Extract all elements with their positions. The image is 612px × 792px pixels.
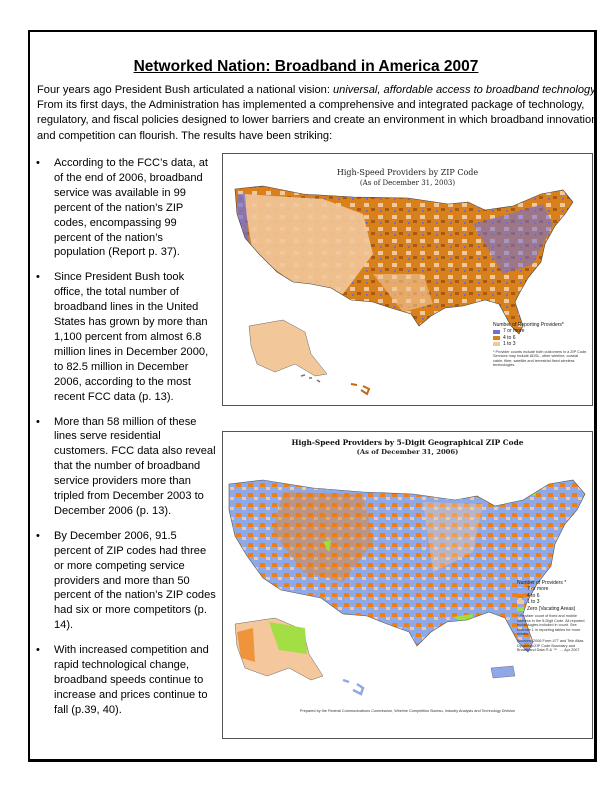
map2-legend-title: Number of Providers * — [517, 580, 567, 586]
map1-legend-label: 1 to 3 — [503, 341, 516, 348]
map2-legend-label: 1 to 3 — [527, 599, 540, 606]
map1-legend — [493, 322, 589, 368]
bullet-item: • More than 58 million of these lines serve residential customers. FCC data also reveal that the number of broadband service providers more than tripled from December 2003 to December 2006 (p. 13). — [36, 415, 216, 519]
page-title: Networked Nation: Broadband in America 2007 — [133, 58, 479, 75]
bullet-item: • With increased competition and rapid technological change, broadband speeds continue to increase and prices continue to fall (p.39, 40). — [36, 643, 216, 718]
legend-swatch — [493, 342, 500, 346]
legend-swatch — [517, 600, 524, 604]
map2-footnote: * Provider count of fixed and mobile wireless in the 5-Digit Code. All reported technologies included in count. See footnote 1 in reporting tables for more details. — [517, 614, 585, 637]
map2-subtitle: (As of December 31, 2006) — [356, 448, 459, 456]
map2-legend-label: 4 to 6 — [527, 592, 540, 599]
map1-legend-label: 4 to 6 — [503, 334, 516, 341]
map1-legend-label: 7 or more — [503, 328, 525, 335]
map2-title: High-Speed Providers by 5-Digit Geographical ZIP Code — [291, 438, 524, 447]
map2-legend-row — [517, 606, 589, 612]
map2-credit: Prepared by the Federal Communications Commission, Wireline Competition Bureau, Industry Analysis and Technology Division — [299, 709, 516, 713]
map1-legend-row — [493, 341, 589, 347]
map1-subtitle: (As of December 31, 2003) — [359, 179, 456, 187]
legend-swatch — [517, 588, 524, 592]
bullet-item: • By December 2006, 91.5 percent of ZIP codes had three or more competing service providers and more than 50 percent of the nation’s ZIP codes had six or more competitors (p. 14). — [36, 529, 216, 633]
legend-swatch — [493, 330, 500, 334]
map2-legend-label: Zero (Vacating Areas) — [527, 605, 576, 612]
legend-swatch — [517, 594, 524, 598]
map1-footnote: * Provider counts include both customers in a ZIP Code. Services may include ADSL, other wireline, coaxial cable, fiber, satellite and terrestrial fixed wireless technologies. — [493, 349, 588, 368]
map2-legend-label: 7 or more — [527, 586, 549, 593]
map2-legend — [517, 580, 589, 653]
legend-swatch — [517, 607, 524, 611]
map2-source: Sources: 2006 Form 477 and Tele Atlas Dynamap/ZIP Code Boundary and Broadband Data ® & ™ . ... Apr 2007 — [517, 639, 584, 653]
us-map-2003-image — [223, 154, 594, 407]
fact-bullet-list — [36, 156, 216, 728]
map1-legend-title: Number of Reporting Providers* — [493, 322, 564, 328]
map-providers-2006 — [222, 431, 593, 739]
intro-text-start: Four years ago President Bush articulated a national vision: — [37, 84, 333, 96]
legend-swatch — [493, 336, 500, 340]
map-providers-2003 — [222, 153, 593, 406]
intro-text-end: From its first days, the Administration has implemented a comprehensive and integrated package of technology, regulatory, and fiscal policies designed to lower barriers and create an environment in which broadband innovation and competition can flourish. The results have been striking: — [37, 99, 598, 142]
bullet-item: • Since President Bush took office, the total number of broadband lines in the United States has grown by more than 1,100 percent from almost 6.8 million lines in December 2000, to 82.5 million in December 2006, according to the most recent FCC data (p. 13). — [36, 270, 216, 404]
bullet-item: • According to the FCC’s data, at of the end of 2006, broadband service was available in 99 percent of the nation’s ZIP codes, encompassing 99 percent of the nation’s population (Report p. 37). — [36, 156, 216, 260]
map1-title: High-Speed Providers by ZIP Code — [336, 168, 479, 177]
vision-statement: universal, affordable access to broadband technology. — [333, 84, 598, 96]
intro-paragraph — [37, 83, 599, 144]
